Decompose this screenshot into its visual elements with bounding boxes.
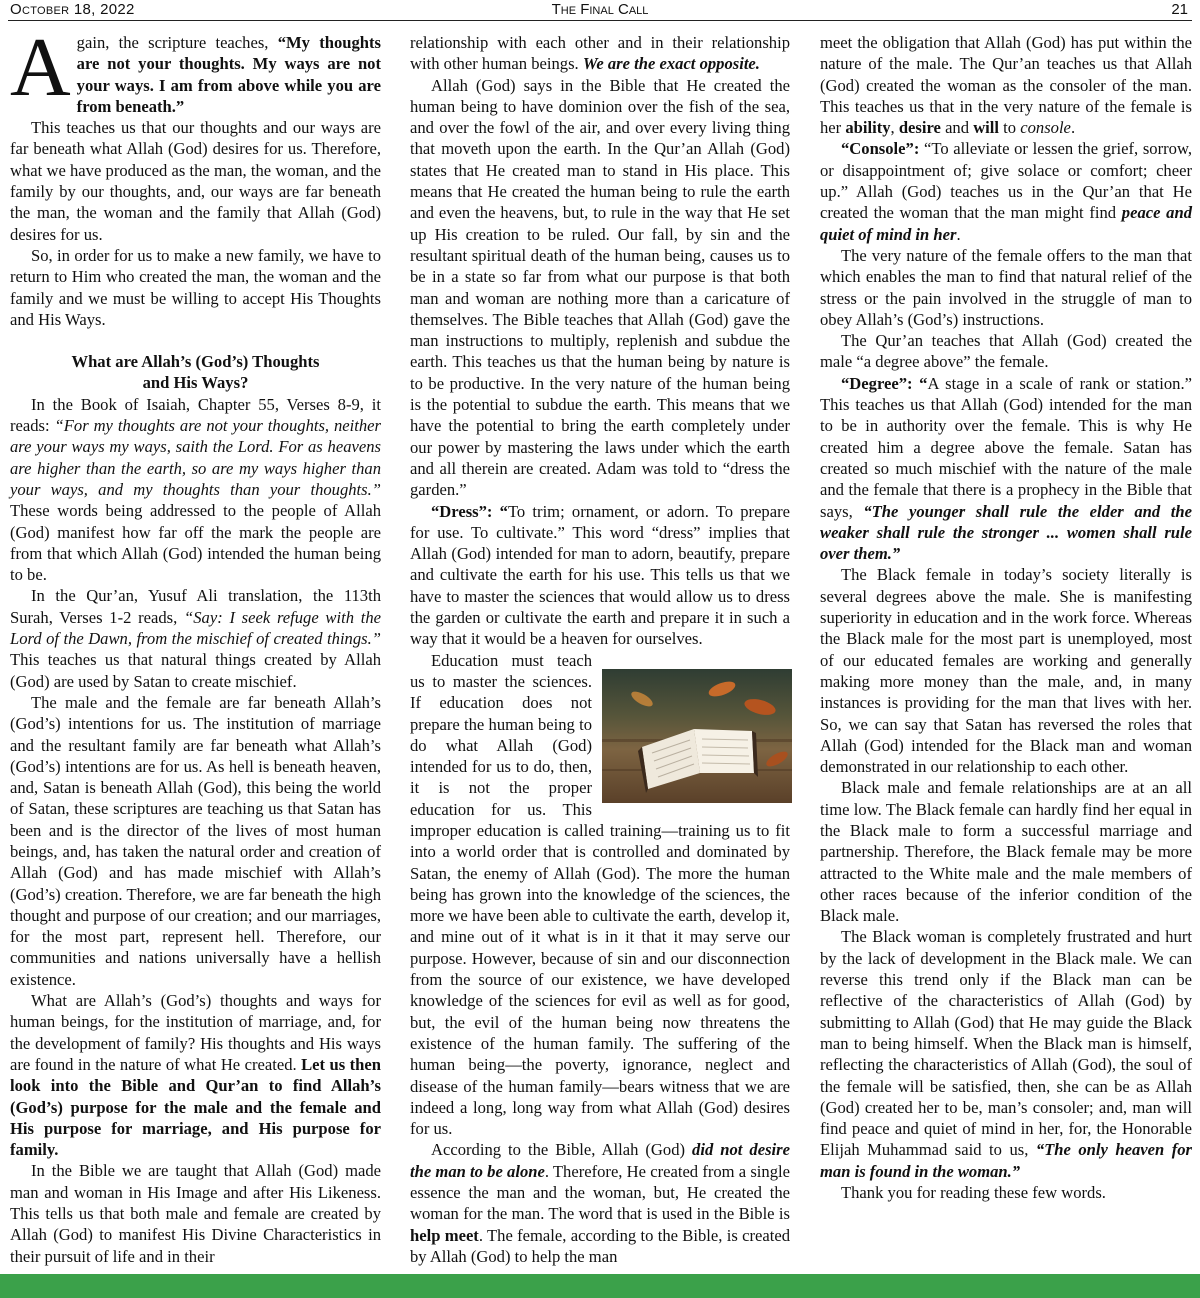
quran-quote: “Say: I seek refuge with the Lord of the Dawn, from the mischief of created things.” xyxy=(10,607,382,649)
column-2 xyxy=(410,32,790,1267)
page-number: 21 xyxy=(1171,1,1188,18)
paragraph: “Console”: “To alleviate or lessen the grief, sorrow, or disappointment of; give solace or comfort; cheer up.” Allah (God) teaches us in the Qur’an that He created the woman that the man might find peace and quiet of mind in her. xyxy=(820,139,1192,244)
paragraph: In the Qur’an, Yusuf Ali translation, the 113th Surah, Verses 1-2 reads, “Say: I seek refuge with the Lord of the Dawn, from the mischief of created things.” This teaches us that natural things created by Allah (God) are used by Satan to create mischief. xyxy=(10,586,382,691)
paragraph-opening: Again, the scripture teaches, “My thoughts are not your thoughts. My ways are not your ways. I am from above while you are from beneath.” xyxy=(10,21,381,116)
drop-cap: A xyxy=(10,21,71,114)
issue-date: October 18, 2022 xyxy=(10,1,135,18)
emphasis: peace and quiet of mind in her xyxy=(820,203,1192,244)
paragraph: relationship with each other and in their relationship with other human beings. We are the exact opposite. xyxy=(410,33,790,74)
paragraph: The Qur’an teaches that Allah (God) created the male “a degree above” the female. xyxy=(820,331,1192,372)
paragraph: In the Bible we are taught that Allah (God) made man and woman in His Image and after His Likeness. This tells us that both male and female are created by Allah (God) to manifest His Divine Characteristics in their pursuit of life and in their xyxy=(10,1161,381,1266)
section-subhead: What are Allah’s (God’s) Thoughts and His Ways? xyxy=(71,352,320,393)
paragraph: The very nature of the female offers to the man that which enables the man to find that natural relief of the stress or the pain involved in the struggle of man to obey Allah’s (God’s) instructions. xyxy=(820,245,1192,329)
emphasis: help meet xyxy=(410,1225,479,1245)
paragraph: meet the obligation that Allah (God) has put within the nature of the male. The Qur’an teaches us that Allah (God) created the woman as the consoler of the man. This teaches us that in the very nature of the female is her ability, desire and will to console. xyxy=(820,33,1192,138)
isaiah-quote: “For my thoughts are not your thoughts, neither are your ways my ways, saith the Lord. For as heavens are higher than the earth, so are my ways higher than your ways, and my thoughts than your thoughts.” xyxy=(10,416,381,499)
column-1 xyxy=(10,21,382,1267)
paragraph: So, in order for us to make a new family, we have to return to Him who created the man, the woman and the family and we must be willing to accept His Thoughts and His Ways. xyxy=(10,245,381,329)
open-bible-icon xyxy=(602,669,792,803)
publication-name: The Final Call xyxy=(551,1,649,18)
paragraph: Black male and female relationships are at an all time low. The Black female can hardly find her equal in the Black male to form a successful marriage and partnership. Therefore, the Black female may be more attracted to the White male and the male members of other races because of the inferior condition of the Black male. xyxy=(820,778,1192,926)
paragraph: According to the Bible, Allah (God) did not desire the man to be alone. Therefore, He created from a single essence the man and the woman, but, He created the woman for the man. The word that is used in the Bible is help meet. The female, according to the Bible, is created by Allah (God) to help the man xyxy=(410,1140,790,1266)
paragraph: Allah (God) says in the Bible that He created the human being to have dominion over the fish of the sea, and over the fowl of the air, and over every living thing that moveth upon the earth. In the Qur’an Allah (God) states that He created man to stand in His place. This means that He created the human being to rule the earth and even the heavens, but, to rule in the way that He set up His creation to be ruled. Our fall, by sin and the resultant spiritual death of the human being, causes us to be in a state so far from what our purpose is that both man and woman are nothing more than a caricature of themselves. The Bible teaches that Allah (God) gave the man instructions to multiply, replenish and subdue the earth. This teaches us that the human being by nature is to be productive. In the very nature of the human being is the potential to subdue the earth. This means that we have the potential to bring the earth completely under our power by mastering the laws under which the earth and all therein are created. Adam was told to “dress the garden.” xyxy=(410,75,790,500)
bible-photo xyxy=(602,669,792,803)
paragraph: “Degree”: “A stage in a scale of rank or station.” This teaches us that Allah (God) intended for the man to be in authority over the female. This is why He created him a degree above the female. Satan has created so much mischief with the nature of the male and the female that there is a prophecy in the Bible that says, “The younger shall rule the elder and the weaker shall rule the stronger ... women shall rule over them.” xyxy=(820,373,1192,564)
paragraph: “Dress”: “To trim; ornament, or adorn. To prepare for use. To cultivate.” This word “dress” implies that Allah (God) intended for man to adorn, beautify, prepare and cultivate the earth for his use. This tells us that we have to master the sciences that would allow us to dress the garden or cultivate the earth and prepare it in such a way that it would be a heaven for ourselves. xyxy=(410,501,790,649)
paragraph: Thank you for reading these few words. xyxy=(841,1183,1106,1203)
paragraph: The male and the female are far beneath Allah’s (God’s) intentions for us. The institution of marriage and the resultant family are far beneath what Allah’s (God’s) intentions are for us. As hell is beneath heaven, and, Satan is beneath Allah (God), this being the world of Satan, these scriptures are teaching us that Satan has been and is the director of the lives of most human beings, and, has taken the natural order and creation of Allah (God) and has made mischief with Allah’s (God’s) creation. Therefore, we are far beneath the high thought and purpose of our creation; and our marriages, for the most part, represent hell. Therefore, our communities and nations universally have a hellish existence. xyxy=(10,692,381,989)
paragraph: This teaches us that our thoughts and our ways are far beneath what Allah (God) desires for us. Therefore, what we have produced as the man, the woman, and the family by our thoughts, and, our ways are far beneath the man, the woman and the family that Allah (God) desires for us. xyxy=(10,118,381,244)
paragraph: The Black female in today’s society literally is several degrees above the male. She is manifesting superiority in education and in the work force. Whereas the Black male for the most part is unemployed, most of our educated females are working and generally making more money than the male, and, in many instances is providing for the man that lives with her. So, we can say that Satan has reversed the roles that Allah (God) intended for the Black man and woman demonstrated in our relationship to each other. xyxy=(820,565,1192,777)
paragraph: What are Allah’s (God’s) thoughts and ways for human beings, for the institution of marriage, and, for the development of family? His thoughts and His ways are found in the nature of what He created. Let us then look into the Bible and Qur’an to find Allah’s (God’s) purpose for the male and the female and His purpose for marriage, and His purpose for family. xyxy=(10,991,381,1160)
prophecy-quote: “The younger shall rule the elder and the weaker shall rule the stronger ... women shall rule over them.” xyxy=(820,501,1192,564)
emphasis: did not desire the man to be alone xyxy=(410,1140,790,1181)
scripture-quote: “My thoughts are not your thoughts. My ways are not your ways. I am from above while you are from beneath.” xyxy=(76,33,381,116)
emphasis: Let us then look into the Bible and Qur’an to find Allah’s (God’s) purpose for the male and the female and His purpose for marriage, and His purpose for family. xyxy=(10,1054,381,1160)
paragraph: The Black woman is completely frustrated and hurt by the lack of development in the Black male. We can reverse this trend only if the Black man can be reflective of the characteristics of Allah (God) by submitting to Allah (God) that He may guide the Black man to being himself. When the Black man is himself, reflecting the characteristics of Allah (God), the soul of the female will be satisfied, then, she can be as Allah (God) created her to be, man’s consoler; and, man will find peace and quiet of mind in her, for, the Honorable Elijah Muhammad said to us, “The only heaven for man is found in the woman.” xyxy=(820,927,1192,1181)
closing-quote: “The only heaven for man is found in the woman.” xyxy=(820,1140,1192,1181)
page-header xyxy=(8,0,1192,21)
definition-term: “Console”: xyxy=(841,139,920,159)
paragraph: In the Book of Isaiah, Chapter 55, Verses 8-9, it reads: “For my thoughts are not your thoughts, neither are your ways my ways, saith the Lord. For as heavens are higher than the earth, so are my ways higher than your ways, and my thoughts than your thoughts.” These words being addressed to the people of Allah (God) manifest how far off the mark the people are from that which Allah (God) intended the human being to be. xyxy=(10,394,381,585)
emphasis: We are the exact opposite. xyxy=(582,54,760,74)
paragraph: Education must teach us to master the sciences. If education does not prepare the human being to do what Allah (God) intended for us to do, then, it is not the proper education for us. This improper education is called training—training us to fit into a world order that is controlled and dominated by Satan, the enemy of Allah (God). The more the human being has grown into the knowledge of the sciences, the more we have been able to cultivate the earth, develop it, and mine out of it what is in it that it may serve our purpose. However, because of sin and our disconnection from the source of our existence, we have developed knowledge of the sciences for evil as well as for good, but, the evil of the human being now threatens the existence of the human family. The suffering of the human being—the poverty, ignorance, neglect and disease of the human family—bears witness that we are indeed a long, long way from what Allah (God) desires for us. xyxy=(410,650,790,1139)
definition-term: “Dress”: “ xyxy=(431,501,508,521)
footer-bar xyxy=(0,1274,1200,1298)
definition-term: “Degree”: “ xyxy=(841,373,928,393)
column-3 xyxy=(820,32,1192,1203)
